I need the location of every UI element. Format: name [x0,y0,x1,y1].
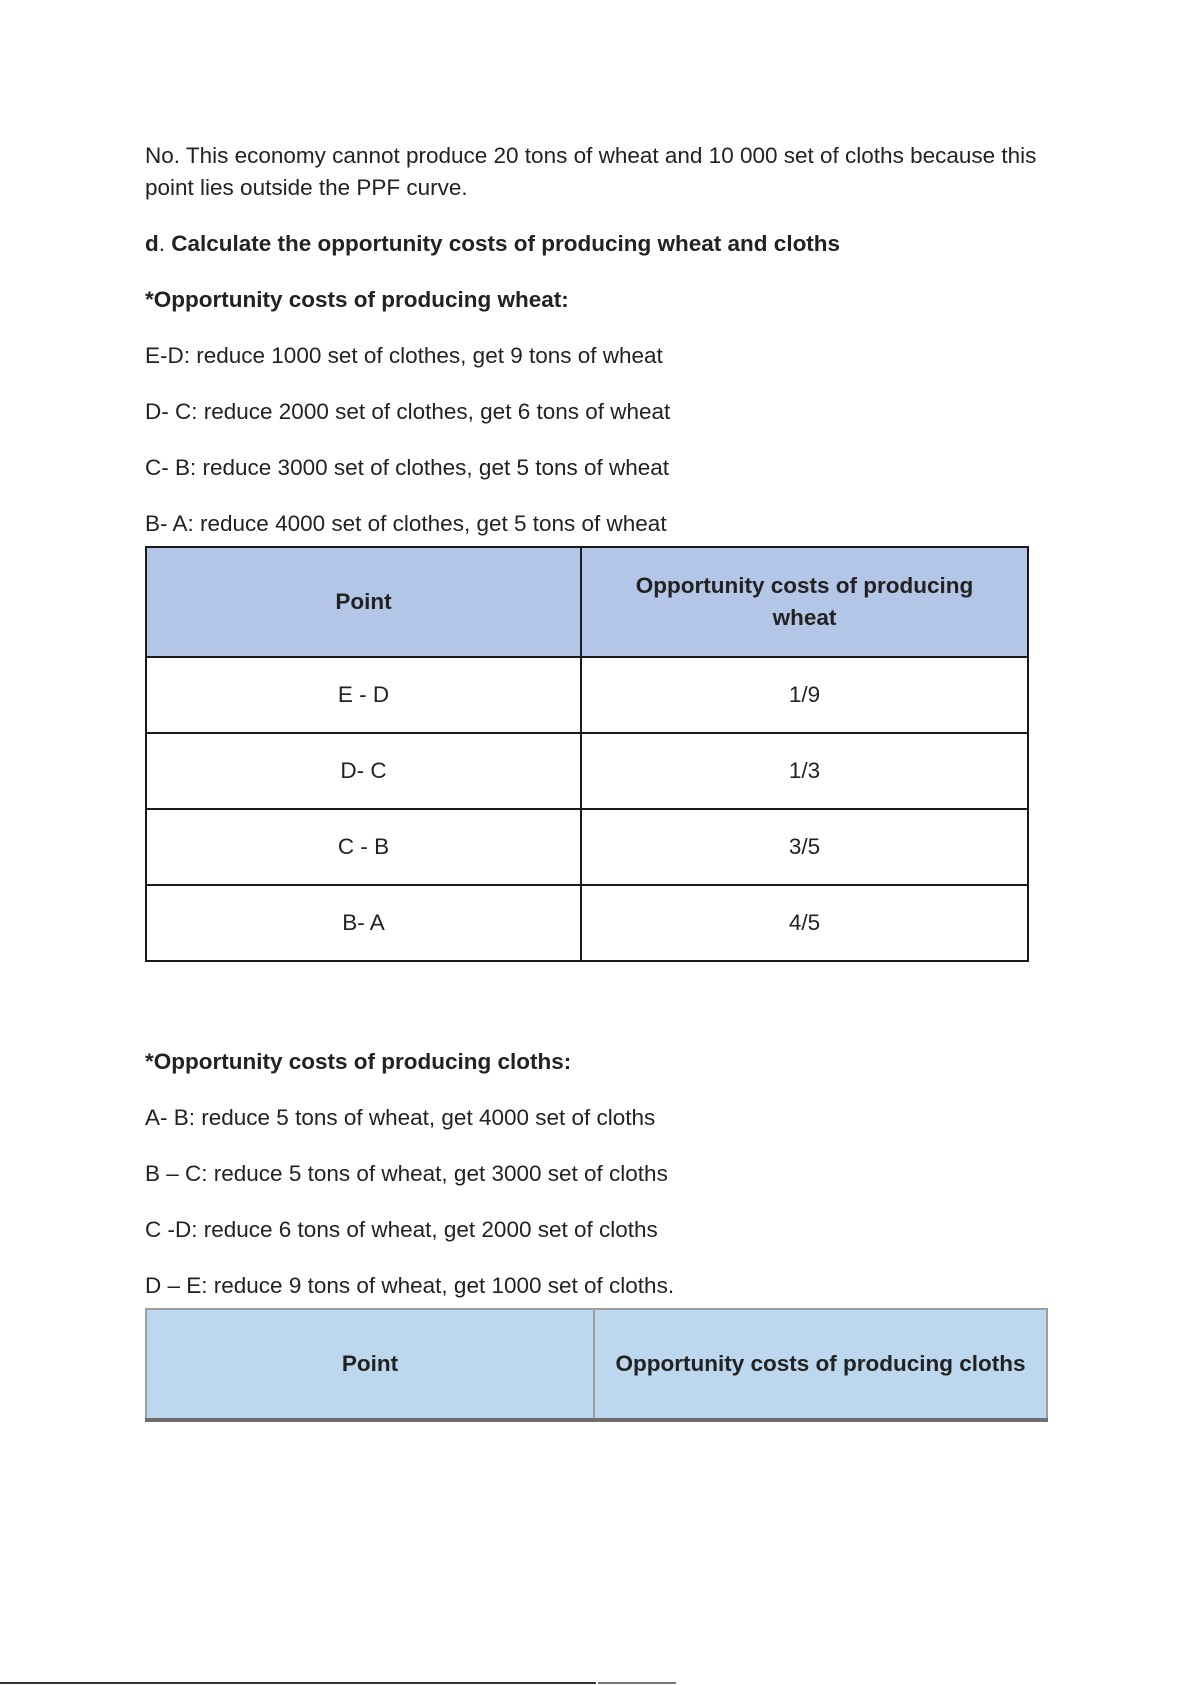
section-d-letter: d [145,231,159,256]
wheat-heading: *Opportunity costs of producing wheat: [145,287,569,312]
wheat-table-header-row [146,547,1028,657]
wheat-table-cell-cost: 4/5 [581,885,1028,961]
cloths-table-header-cost: Opportunity costs of producing cloths [594,1309,1047,1420]
wheat-table-cell-cost: 1/3 [581,733,1028,809]
cloths-table-header-row [146,1309,1047,1420]
spacer [145,962,1045,1046]
cloths-line-1: A- B: reduce 5 tons of wheat, get 4000 set of cloths [145,1105,656,1130]
cloths-table-header-point: Point [146,1309,594,1420]
table-row [146,657,1028,733]
wheat-table-cell-point: D- C [146,733,581,809]
wheat-line-4: B- A: reduce 4000 set of clothes, get 5 tons of wheat [145,511,667,536]
wheat-line-2: D- C: reduce 2000 set of clothes, get 6 tons of wheat [145,399,671,424]
table-row [146,733,1028,809]
wheat-table-cell-point: E - D [146,657,581,733]
cloths-line-4: D – E: reduce 9 tons of wheat, get 1000 set of cloths. [145,1273,675,1298]
wheat-opportunity-table [145,546,1029,962]
cloths-line-3: C -D: reduce 6 tons of wheat, get 2000 set of cloths [145,1217,658,1242]
wheat-table-cell-point: B- A [146,885,581,961]
document-page [145,140,1045,1422]
wheat-table-header-point: Point [146,547,581,657]
wheat-line-3: C- B: reduce 3000 set of clothes, get 5 tons of wheat [145,455,670,480]
table-row [146,809,1028,885]
wheat-table-cell-cost: 1/9 [581,657,1028,733]
wheat-table-header-cost: Opportunity costs of producing wheat [581,547,1028,657]
intro-paragraph: No. This economy cannot produce 20 tons of wheat and 10 000 set of cloths because this point lies outside the PPF curve. [145,143,1037,200]
cloths-opportunity-table [145,1308,1048,1422]
section-d-title: Calculate the opportunity costs of producing wheat and cloths [171,231,841,256]
cloths-heading: *Opportunity costs of producing cloths: [145,1049,572,1074]
wheat-table-cell-point: C - B [146,809,581,885]
wheat-table-cell-cost: 3/5 [581,809,1028,885]
wheat-line-1: E-D: reduce 1000 set of clothes, get 9 tons of wheat [145,343,663,368]
cloths-line-2: B – C: reduce 5 tons of wheat, get 3000 set of cloths [145,1161,668,1186]
page-bottom-rule [0,1682,596,1684]
table-row [146,885,1028,961]
section-d-heading [145,228,1045,260]
section-d-period: . [158,231,172,256]
page-bottom-rule-secondary [598,1682,676,1684]
